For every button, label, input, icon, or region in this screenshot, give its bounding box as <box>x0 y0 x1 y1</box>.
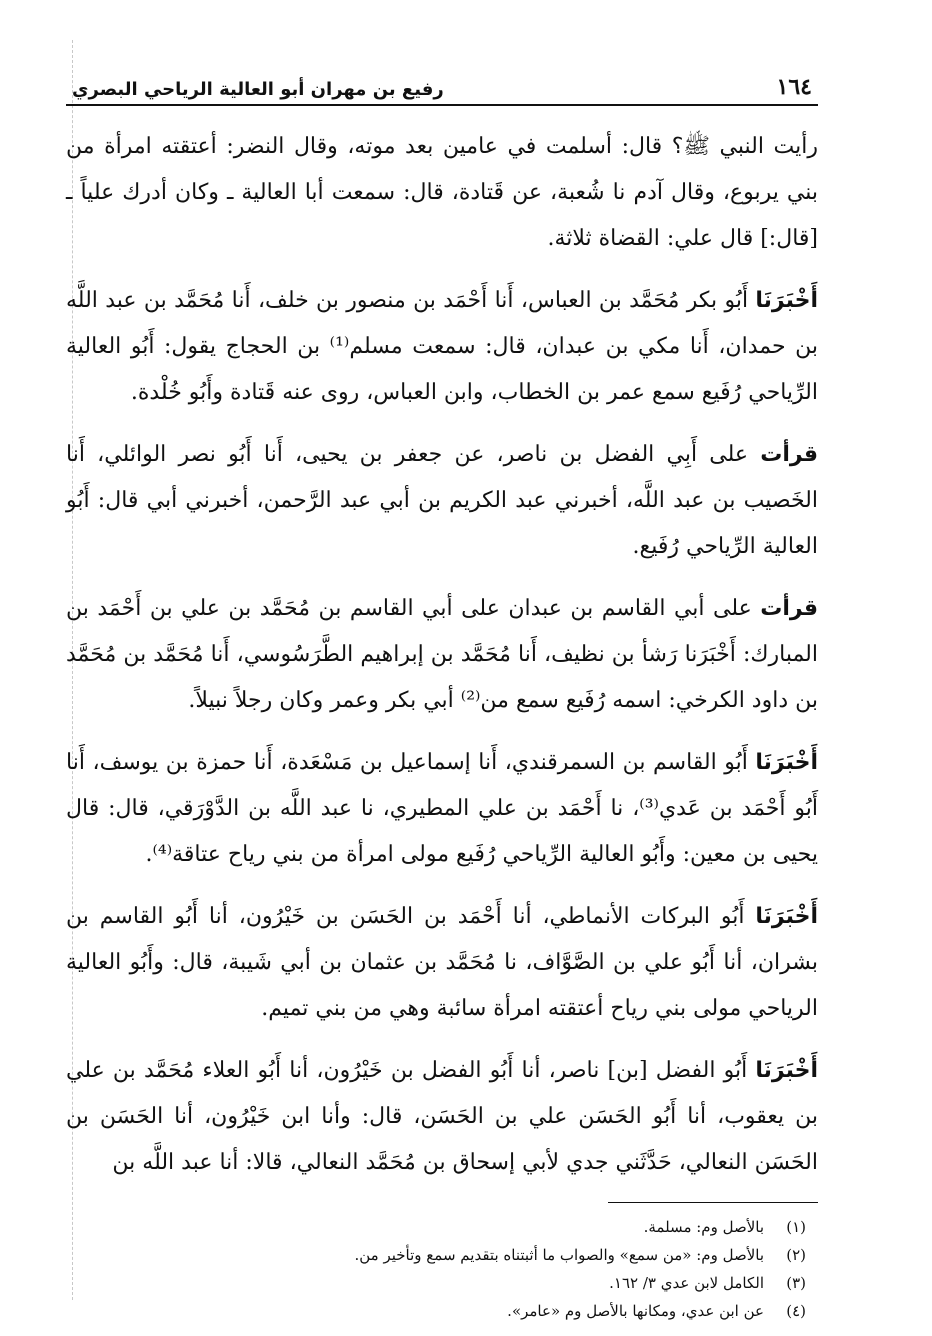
paragraph-lead-word: أَخْبَرَنَا <box>755 1058 818 1083</box>
paragraph <box>66 894 818 1032</box>
footnote-number: (٢) <box>786 1246 806 1264</box>
paragraph-lead-word: قرأت <box>760 442 818 467</box>
paragraph <box>66 432 818 570</box>
paragraph-text: على أبي القاسم بن عبدان على أبي القاسم بن مُحَمَّد بن علي بن أَحْمَد بن المبارك: أَخْبَرَنا رَشأ بن نظيف، أَنا مُحَمَّد بن إبراهيم الطَّرَسُوسي، أَنا مُحَمَّد بن مُحَمَّد بن داود الكرخي: اسمه رُفَيع سمع من⁽²⁾ أبي بكر وعمر وكان رجلاً نبيلاً. <box>66 596 818 713</box>
footnote-number: (٤) <box>786 1302 806 1320</box>
footnote-text: عن ابن عدي، ومكانها بالأصل وم «عامر». <box>507 1302 764 1320</box>
paragraph-text: أَبُو القاسم بن السمرقندي، أَنا إسماعيل بن مَسْعَدة، أَنا حمزة بن يوسف، أَنا أَبُو أَحْمَد بن عَدي⁽³⁾، نا أَحْمَد بن علي المطيري، نا عبد اللَّه بن الدَّوْرَقي، قال: قال يحيى بن معين: وأَبُو العالية الرِّياحي رُفَيع مولى امرأة من بني رياح عتاقة⁽⁴⁾. <box>66 750 818 867</box>
footnote <box>66 1297 818 1325</box>
paragraph-lead-word: أَخْبَرَنَا <box>755 288 818 313</box>
footnote-number: (٣) <box>786 1274 806 1292</box>
footnote-number: (١) <box>786 1218 806 1236</box>
paragraph-text: أَبُو بكر مُحَمَّد بن العباس، أَنا أَحْمَد بن منصور بن خلف، أَنا مُحَمَّد بن عبد اللَّه بن حمدان، أَنا مكي بن عبدان، قال: سمعت مسلم⁽¹⁾ بن الحجاج يقول: أَبُو العالية الرِّياحي رُفَيع سمع عمر بن الخطاب، وابن العباس، روى عنه قَتادة وأَبُو خُلْدة. <box>66 288 818 405</box>
footnote <box>66 1213 818 1241</box>
paragraph <box>66 124 818 262</box>
paragraph-lead-word: قرأت <box>760 596 818 621</box>
paragraph-text: أَبُو الفضل [بن] ناصر، أنا أَبُو الفضل بن خَيْرُون، أنا أَبُو العلاء مُحَمَّد بن علي بن يعقوب، أنا أَبُو الحَسَن علي بن الحَسَن، قال: وأنا ابن خَيْرُون، أنا الحَسَن بن الحَسَن النعالي، حَدَّثَني جدي لأبي إسحاق بن مُحَمَّد النعالي، قالا: أنا عبد اللَّه بن <box>66 1058 818 1175</box>
footnote <box>66 1241 818 1269</box>
footnote-text: بالأصل وم: مسلمة. <box>643 1218 764 1236</box>
book-page <box>66 58 818 1320</box>
paragraph-text: على أَبِي الفضل بن ناصر، عن جعفر بن يحيى، أَنا أَبُو نصر الوائلي، أَنا الخَصيب بن عبد اللَّه، أخبرني عبد الكريم بن أبي عبد الرَّحمن، أخبرني أبي قال: أَبُو العالية الرِّياحي رُفَيع. <box>66 442 818 559</box>
paragraph <box>66 740 818 878</box>
footnote-text: بالأصل وم: «من سمع» والصواب ما أثبتناه بتقديم سمع وتأخير من. <box>354 1246 764 1264</box>
footnote <box>66 1269 818 1297</box>
footnote-divider <box>608 1202 818 1203</box>
paragraph-text: أَبُو البركات الأنماطي، أنا أَحْمَد بن الحَسَن بن خَيْرُون، أنا أَبُو القاسم بن بشران، أنا أَبُو علي بن الصَّوَّاف، نا مُحَمَّد بن عثمان بن أبي شَيبة، قال: وأَبُو العالية الرياحي مولى بني رياح أعتقته امرأة سائبة وهي من بني تميم. <box>66 904 818 1021</box>
page-header <box>66 58 818 106</box>
paragraph <box>66 1048 818 1186</box>
page-number: ١٦٤ <box>776 74 812 100</box>
paragraph-text: رأيت النبي ﷺ؟ قال: أسلمت في عامين بعد موته، وقال النضر: أعتقته امرأة من بني يربوع، وقال آدم نا شُعبة، عن قَتادة، قال: سمعت أبا العالية ـ وكان أدرك علياً ـ [قال:] قال علي: القضاة ثلاثة. <box>66 134 818 251</box>
paragraph-lead-word: أَخْبَرَنَا <box>755 904 818 929</box>
paragraph <box>66 586 818 724</box>
paragraph <box>66 278 818 416</box>
main-text <box>66 124 818 1186</box>
footnotes <box>66 1213 818 1325</box>
footnote-text: الكامل لابن عدي ٣/ ١٦٢. <box>609 1274 764 1292</box>
paragraph-lead-word: أَخْبَرَنَا <box>755 750 818 775</box>
running-title: رفيع بن مهران أبو العالية الرياحي البصري <box>72 79 444 100</box>
